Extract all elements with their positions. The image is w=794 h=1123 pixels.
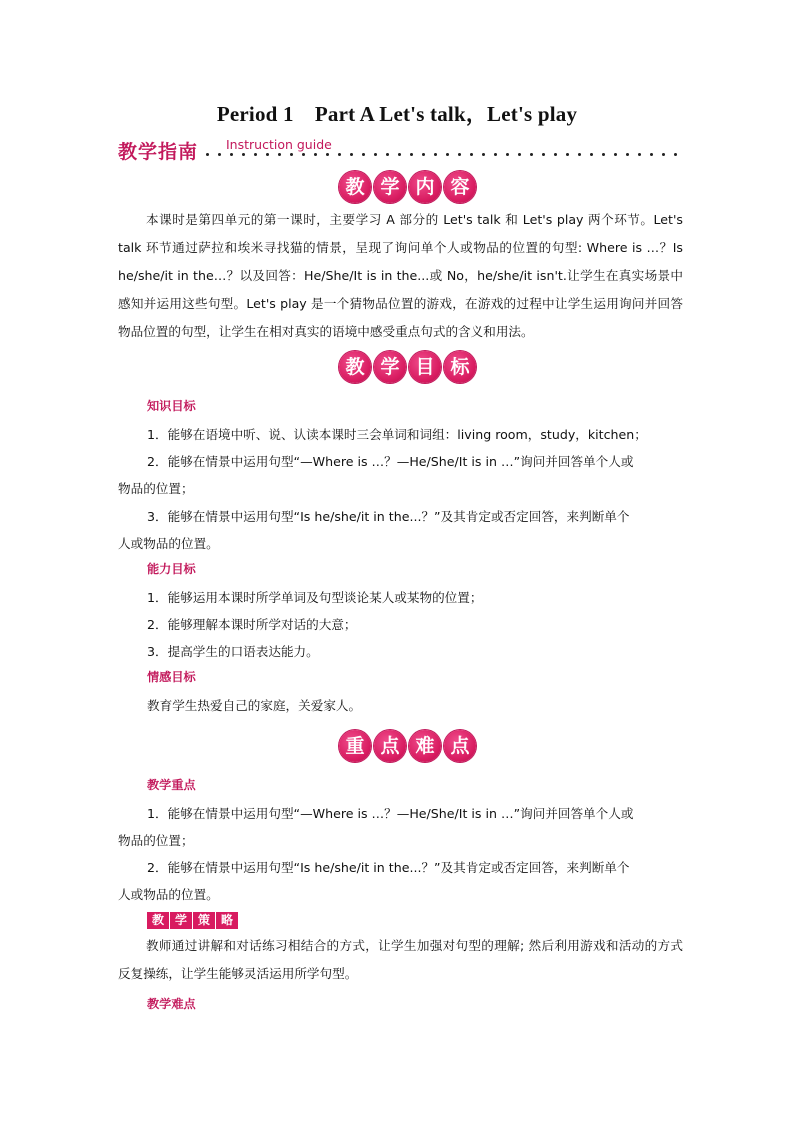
dot <box>494 153 497 156</box>
heading-char: 重 <box>339 730 371 762</box>
dot <box>410 153 413 156</box>
section-heading-goals <box>339 351 476 383</box>
guide-subtitle: Instruction guide <box>226 137 332 152</box>
dot <box>314 153 317 156</box>
dot <box>650 153 653 156</box>
dot <box>530 153 533 156</box>
dot <box>266 153 269 156</box>
dot <box>626 153 629 156</box>
dot <box>458 153 461 156</box>
dot <box>446 153 449 156</box>
heading-char: 目 <box>409 351 441 383</box>
dot <box>638 153 641 156</box>
dot <box>242 153 245 156</box>
heading-char: 难 <box>409 730 441 762</box>
strategy-badge <box>147 912 238 929</box>
dot <box>398 153 401 156</box>
dot <box>662 153 665 156</box>
dot <box>422 153 425 156</box>
key-point-2-cont: 人或物品的位置。 <box>118 887 219 902</box>
heading-char: 学 <box>374 351 406 383</box>
difficulty-label: 教学难点 <box>147 997 196 1011</box>
heading-char: 教 <box>339 171 371 203</box>
heading-char: 学 <box>374 171 406 203</box>
dot <box>566 153 569 156</box>
key-points-label: 教学重点 <box>147 778 196 792</box>
heading-char: 标 <box>444 351 476 383</box>
dot <box>674 153 677 156</box>
dot <box>506 153 509 156</box>
dot <box>434 153 437 156</box>
dot <box>350 153 353 156</box>
intro-paragraph: 本课时是第四单元的第一课时，主要学习 A 部分的 Let's talk 和 Let's play 两个环节。Let's talk 环节通过萨拉和埃米寻找猫的情景，呈现了询问单个人或物品的位置的句型: Where is …？Is he/she/it in the…？以及回答：He/She/It is in the...或 No，he/she/it isn't.让学生在真实场景中感知并运用这些句型。Let's play 是一个猜物品位置的游戏，在游戏的过程中让学生运用询问并回答物品位置的句型，让学生在相对真实的语境中感受重点句式的含义和用法。 <box>118 212 683 339</box>
guide-heading: 教学指南 <box>118 141 199 163</box>
dotted-rule <box>206 141 684 161</box>
ability-item-2: 2．能够理解本课时所学对话的大意； <box>147 617 357 632</box>
dot <box>386 153 389 156</box>
dot <box>374 153 377 156</box>
emotion-item-1: 教育学生热爱自己的家庭，关爱家人。 <box>147 698 362 713</box>
dot <box>206 153 209 156</box>
dot <box>614 153 617 156</box>
dot <box>554 153 557 156</box>
knowledge-item-3: 3．能够在情景中运用句型“Is he/she/it in the...？”及其肯定或否定回答，来判断单个 <box>147 509 630 524</box>
key-point-1-cont: 物品的位置； <box>118 833 194 848</box>
dot <box>590 153 593 156</box>
heading-char: 点 <box>374 730 406 762</box>
dot <box>482 153 485 156</box>
heading-char: 内 <box>409 171 441 203</box>
dot <box>230 153 233 156</box>
dot <box>518 153 521 156</box>
dot <box>326 153 329 156</box>
heading-char: 教 <box>339 351 371 383</box>
knowledge-item-1: 1．能够在语境中听、说、认读本课时三会单词和词组：living room，study，kitchen； <box>147 427 647 442</box>
badge-char: 策 <box>193 912 215 929</box>
emotion-goals-label: 情感目标 <box>147 670 196 684</box>
dot <box>362 153 365 156</box>
dot <box>278 153 281 156</box>
section-heading-keypoints <box>339 730 476 762</box>
knowledge-item-3-cont: 人或物品的位置。 <box>118 536 219 551</box>
dot <box>602 153 605 156</box>
heading-char: 点 <box>444 730 476 762</box>
badge-char: 略 <box>216 912 238 929</box>
knowledge-goals-label: 知识目标 <box>147 399 196 413</box>
dot <box>338 153 341 156</box>
dot <box>254 153 257 156</box>
knowledge-item-2: 2．能够在情景中运用句型“—Where is …？—He/She/It is in …”询问并回答单个人或 <box>147 454 634 469</box>
dot <box>578 153 581 156</box>
dot <box>302 153 305 156</box>
badge-char: 学 <box>170 912 192 929</box>
knowledge-item-2-cont: 物品的位置； <box>118 481 194 496</box>
heading-char: 容 <box>444 171 476 203</box>
ability-goals-label: 能力目标 <box>147 562 196 576</box>
section-heading-content <box>339 171 476 203</box>
badge-char: 教 <box>147 912 169 929</box>
dot <box>218 153 221 156</box>
strategy-paragraph: 教师通过讲解和对话练习相结合的方式，让学生加强对句型的理解; 然后利用游戏和活动的方式反复操练，让学生能够灵活运用所学句型。 <box>118 938 683 981</box>
page-title: Period 1 Part A Let's talk，Let's play <box>216 102 578 126</box>
key-point-1: 1．能够在情景中运用句型“—Where is …？—He/She/It is in …”询问并回答单个人或 <box>147 806 634 821</box>
ability-item-3: 3．提高学生的口语表达能力。 <box>147 644 319 659</box>
dot <box>290 153 293 156</box>
key-point-2: 2．能够在情景中运用句型“Is he/she/it in the...？”及其肯定或否定回答，来判断单个 <box>147 860 630 875</box>
ability-item-1: 1．能够运用本课时所学单词及句型谈论某人或某物的位置； <box>147 590 483 605</box>
dot <box>542 153 545 156</box>
dot <box>470 153 473 156</box>
